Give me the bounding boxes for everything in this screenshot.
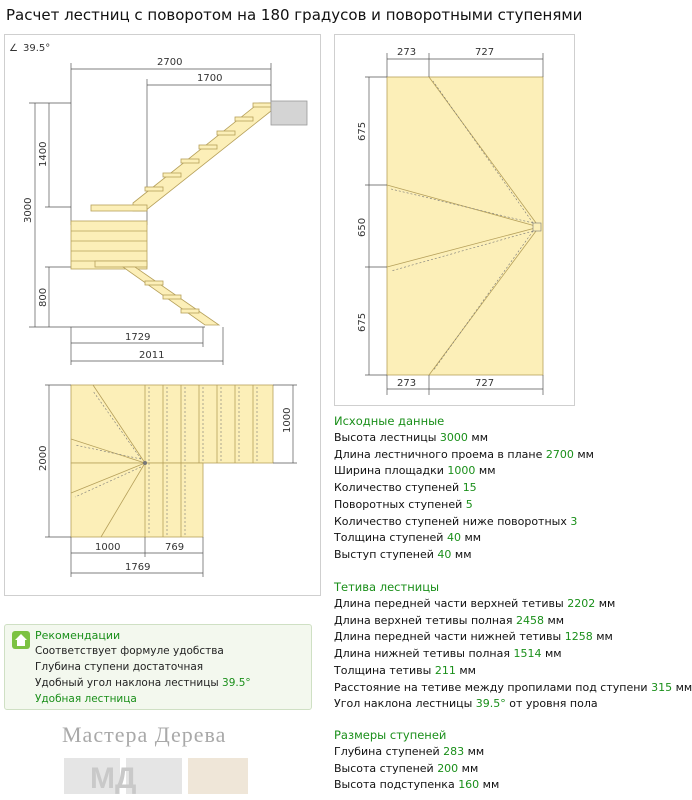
dim-height-label: 3000 [23, 197, 34, 223]
dim-height [29, 103, 205, 327]
source-data-list [334, 430, 594, 564]
house-icon [11, 630, 31, 650]
param-row: Угол наклона лестницы 39.5° от уровня пола [334, 697, 598, 711]
dim-plan-middle-label: 769 [165, 542, 185, 553]
recommendation-item: Удобный угол наклона лестницы 39.5° [35, 677, 251, 689]
param-row: Выступ ступеней 40 мм [334, 547, 472, 561]
platform-board [387, 77, 543, 375]
side-and-plan-panel [4, 34, 321, 596]
dim-platform-bottom-left-label: 273 [397, 378, 417, 389]
plan-pivot-point [143, 461, 147, 465]
dim-plan-upper-width-label: 1000 [282, 407, 293, 433]
param-row: Расстояние на тетиве между пропилами под ступени 315 мм [334, 680, 692, 694]
upper-floor-block [271, 101, 307, 125]
dim-platform-bottom-right-label: 727 [475, 378, 495, 389]
winder-platform-drawing [335, 35, 576, 407]
angle-label: 39.5° [23, 43, 51, 54]
param-row: Поворотных ступеней 5 [334, 497, 473, 511]
stringer-heading: Тетива лестницы [334, 580, 440, 594]
recommendations-title: Рекомендации [35, 629, 121, 642]
param-row: Длина нижней тетивы полная 1514 мм [334, 647, 562, 661]
param-row: Длина лестничного проема в плане 2700 мм [334, 447, 594, 461]
dim-platform-side-bottom-label: 675 [357, 312, 368, 332]
dim-plan-left-label: 1000 [95, 542, 121, 553]
logo-mark: МД [90, 762, 137, 795]
dim-lower-inner-label: 1729 [125, 332, 151, 343]
param-row: Толщина тетивы 211 мм [334, 663, 476, 677]
param-row: Высота ступеней 200 мм [334, 761, 479, 775]
step-sizes-list [334, 744, 499, 794]
platform-post [533, 223, 541, 231]
param-row: Ширина площадки 1000 мм [334, 464, 496, 478]
dim-total-length [71, 63, 271, 225]
page-title: Расчет лестниц с поворотом на 180 градусов и поворотными ступенями [6, 6, 583, 24]
param-row: Глубина ступеней 283 мм [334, 745, 485, 758]
mastera-dereva-logo [60, 716, 270, 796]
param-row: Длина передней части нижней тетивы 1258 мм [334, 630, 613, 644]
stair-side-plan-drawing [5, 35, 322, 597]
dim-platform-top-left-label: 273 [397, 47, 417, 58]
logo-text: Мастера Дерева [62, 722, 227, 747]
param-row: Толщина ступеней 40 мм [334, 531, 482, 545]
winder-platform-panel [334, 34, 575, 406]
dim-plan-width-label: 2000 [38, 445, 49, 471]
dim-platform-side-top-label: 675 [357, 121, 368, 141]
dim-platform-side [365, 77, 387, 375]
landing-winder-block [71, 205, 147, 269]
dim-upper-height-label: 1400 [38, 141, 49, 167]
logo-graphic [60, 716, 270, 796]
param-row: Высота лестницы 3000 мм [334, 431, 489, 444]
source-data-heading: Исходные данные [334, 414, 445, 428]
dim-platform-side-middle-label: 650 [357, 217, 368, 237]
dim-upper-length-label: 1700 [197, 73, 223, 84]
recommendation-verdict: Удобная лестница [35, 693, 137, 705]
dim-platform-top-right-label: 727 [475, 47, 495, 58]
param-row: Количество ступеней 15 [334, 481, 477, 495]
dim-total-length-label: 2700 [157, 57, 183, 68]
param-row: Высота подступенка 160 мм [334, 778, 500, 792]
dim-lower-height-label: 800 [38, 287, 49, 307]
plan-view [71, 385, 273, 537]
param-row: Длина передней части верхней тетивы 2202 мм [334, 597, 616, 610]
recommendation-item: Соответствует формуле удобства [35, 645, 224, 657]
step-sizes-heading: Размеры ступеней [334, 728, 447, 742]
param-row: Длина верхней тетивы полная 2458 мм [334, 613, 565, 627]
recommendation-item: Глубина ступени достаточная [35, 661, 204, 673]
dim-lower-total-label: 2011 [139, 350, 165, 361]
stringer-list [334, 596, 692, 713]
param-row: Количество ступеней ниже поворотных 3 [334, 514, 578, 528]
dim-plan-total-label: 1769 [125, 562, 151, 573]
angle-icon: ∠ [9, 43, 18, 54]
recommendations-box [4, 624, 312, 710]
